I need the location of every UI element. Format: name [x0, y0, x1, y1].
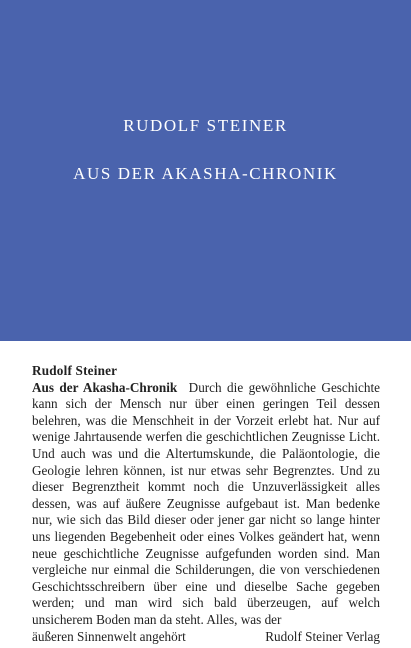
publisher-name: Rudolf Steiner Verlag [265, 628, 380, 644]
blurb-title: Aus der Akasha-Chronik [32, 379, 178, 395]
cover-title: AUS DER AKASHA-CHRONIK [73, 164, 338, 183]
blurb-last-line [32, 629, 380, 646]
blurb-paragraph [32, 380, 380, 629]
blurb-text: Durch die gewöhnliche Geschichte kann sich der Mensch nur über einen geringen Teil dessen belehren, was die Menschheit in der Vorzeit erlebt hat. Nur auf wenige Jahrtausende werfen die geschichtlichen Zeugnisse Licht. Und auch was und die Altertumskunde, die Paläontologie, die Geologie lehren können, ist nur etwas sehr Begrenztes. Und zu dieser Begrenztheit kommt noch die Unzuverlässigkeit alles dessen, was auf äußere Zeugnisse aufgebaut ist. Man bedenke nur, wie sich das Bild dieser oder jener gar nicht so lange hinter uns liegenden Begebenheit oder eines Volkes geändert hat, wenn neue geschichtliche Zeugnisse aufgefunden worden sind. Man vergleiche nur einmal die Schilderungen, die von verschiedenen Geschichtsschreibern über eine und dieselbe Sache gegeben werden; und man wird sich bald überzeugen, auf welch unsicherem Boden man da steht. Alles, was der [32, 379, 380, 627]
back-text-block [32, 363, 380, 645]
blurb-author: Rudolf Steiner [32, 363, 118, 378]
blurb-text-end: äußeren Sinnenwelt angehört [32, 628, 186, 644]
cover-author: RUDOLF STEINER [123, 116, 288, 135]
